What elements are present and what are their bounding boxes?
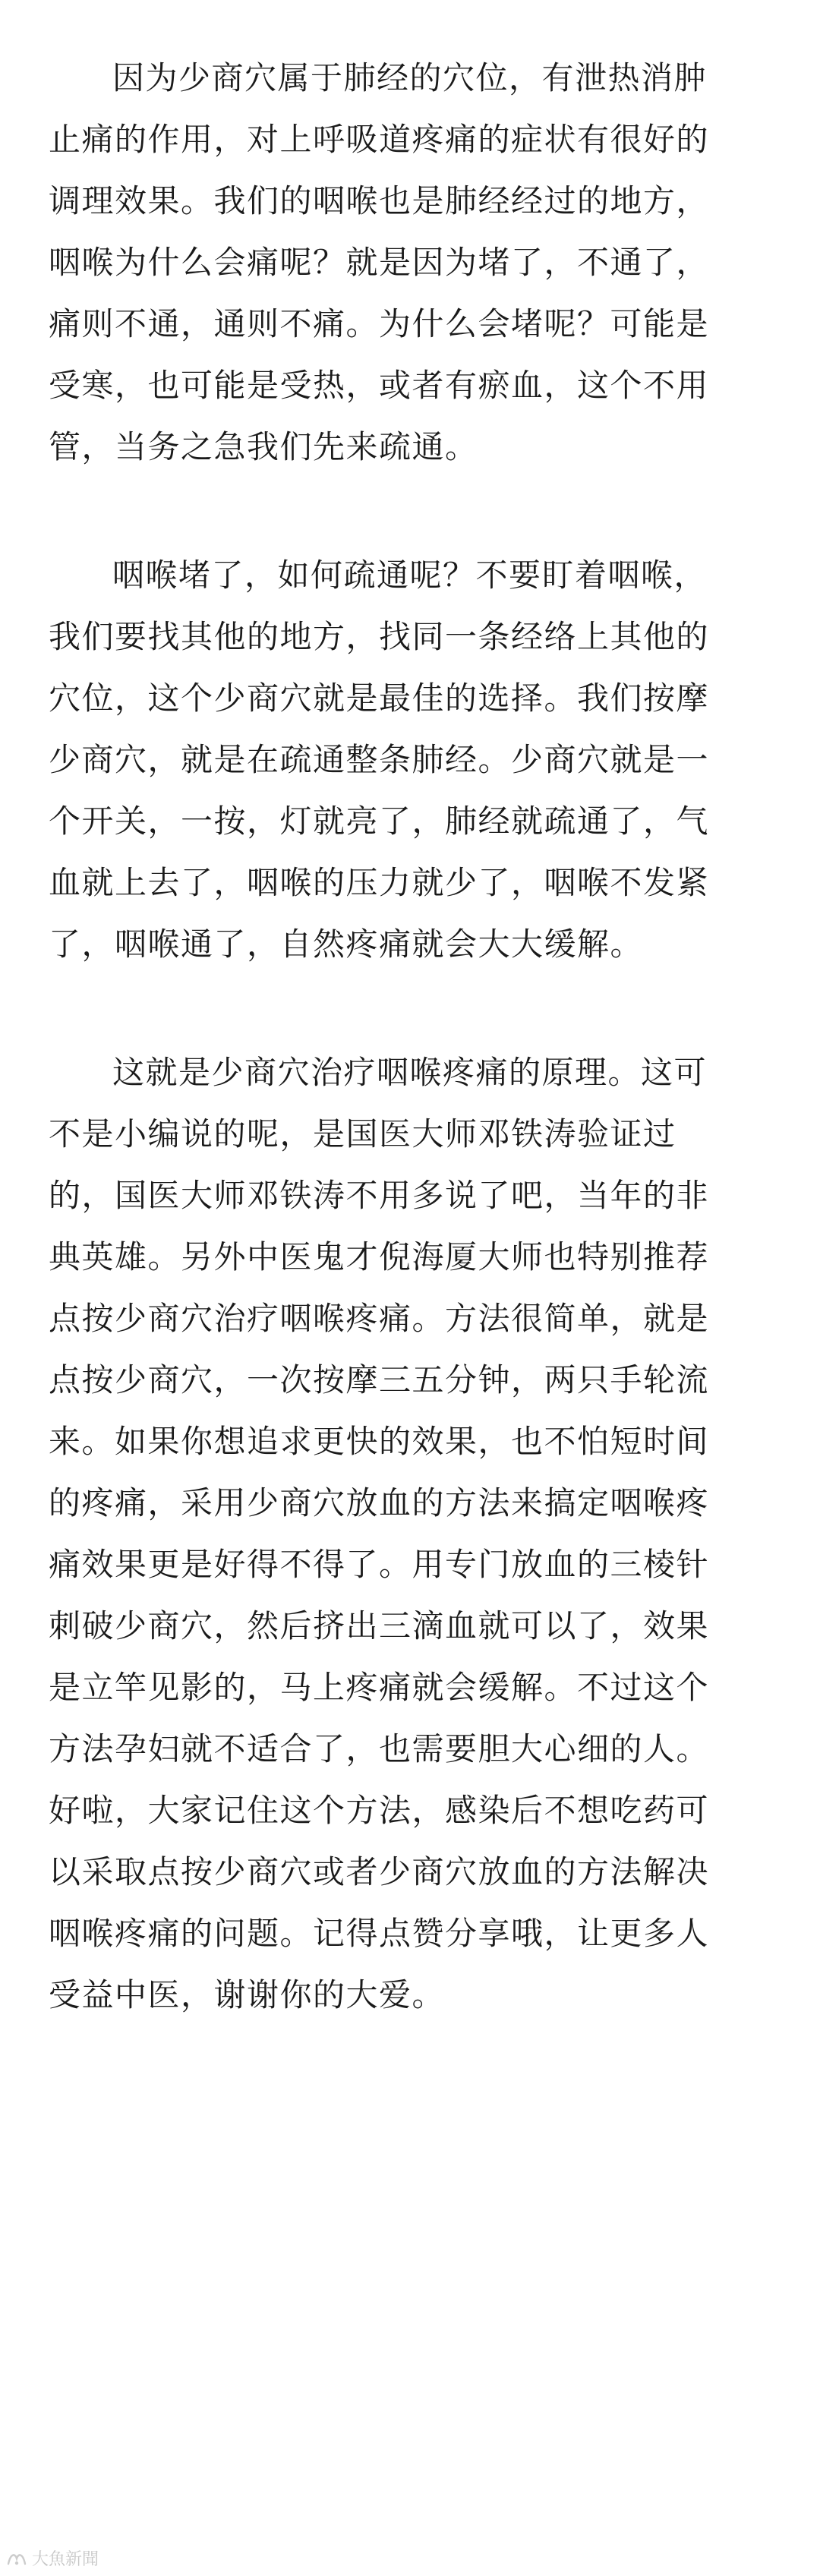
text-line: 因为少商穴属于肺经的穴位，有泄热消肿: [112, 59, 708, 96]
text-line: 咽喉为什么会痛呢？就是因为堵了，不通了，: [49, 244, 710, 281]
paragraph-3: [49, 1042, 777, 2026]
text-line: 了，咽喉通了，自然疼痛就会大大缓解。: [49, 925, 644, 963]
text-line: 少商穴，就是在疏通整条肺经。少商穴就是一: [49, 741, 710, 778]
text-line: 穴位，这个少商穴就是最佳的选择。我们按摩: [49, 679, 710, 717]
text-line: 痛效果更是好得不得了。用专门放血的三棱针: [49, 1546, 710, 1583]
text-line: 的，国医大师邓铁涛不用多说了吧，当年的非: [49, 1177, 710, 1214]
text-line: 个开关，一按，灯就亮了，肺经就疏通了，气: [49, 802, 710, 840]
text-line: 点按少商穴，一次按摩三五分钟，两只手轮流: [49, 1361, 710, 1398]
text-line: 方法孕妇就不适合了，也需要胆大心细的人。: [49, 1730, 710, 1767]
text-line: 以采取点按少商穴或者少商穴放血的方法解决: [49, 1853, 710, 1890]
text-line: 我们要找其他的地方，找同一条经络上其他的: [49, 618, 710, 655]
text-line: 止痛的作用，对上呼吸道疼痛的症状有很好的: [49, 121, 710, 158]
text-line: 管，当务之急我们先来疏通。: [49, 428, 478, 465]
text-line: 刺破少商穴，然后挤出三滴血就可以了，效果: [49, 1607, 710, 1644]
paragraph-1: [49, 47, 777, 478]
text-line: 点按少商穴治疗咽喉疼痛。方法很简单，就是: [49, 1300, 710, 1337]
paragraph-2: [49, 544, 777, 975]
text-line: 的疼痛，采用少商穴放血的方法来搞定咽喉疼: [49, 1484, 710, 1521]
text-line: 痛则不通，通则不痛。为什么会堵呢？可能是: [49, 305, 710, 342]
text-line: 典英雄。另外中医鬼才倪海厦大师也特别推荐: [49, 1238, 710, 1275]
text-line: 来。如果你想追求更快的效果，也不怕短时间: [49, 1423, 710, 1460]
text-line: 好啦，大家记住这个方法，感染后不想吃药可: [49, 1792, 710, 1829]
text-line: 血就上去了，咽喉的压力就少了，咽喉不发紧: [49, 864, 710, 901]
text-line: 不是小编说的呢，是国医大师邓铁涛验证过: [49, 1115, 676, 1152]
text-line: 咽喉堵了，如何疏通呢？不要盯着咽喉，: [112, 557, 708, 594]
text-line: 受益中医，谢谢你的大爱。: [49, 1976, 446, 2013]
logo-icon: [6, 2550, 27, 2567]
text-line: 咽喉疼痛的问题。记得点赞分享哦，让更多人: [49, 1915, 710, 1952]
watermark-text: 大魚新聞: [32, 2550, 99, 2569]
article-body: [49, 47, 777, 2092]
source-watermark: [6, 2546, 99, 2570]
text-line: 受寒，也可能是受热，或者有瘀血，这个不用: [49, 367, 710, 404]
text-line: 是立竿见影的，马上疼痛就会缓解。不过这个: [49, 1669, 710, 1706]
text-line: 调理效果。我们的咽喉也是肺经经过的地方，: [49, 182, 710, 219]
text-line: 这就是少商穴治疗咽喉疼痛的原理。这可: [112, 1054, 708, 1091]
